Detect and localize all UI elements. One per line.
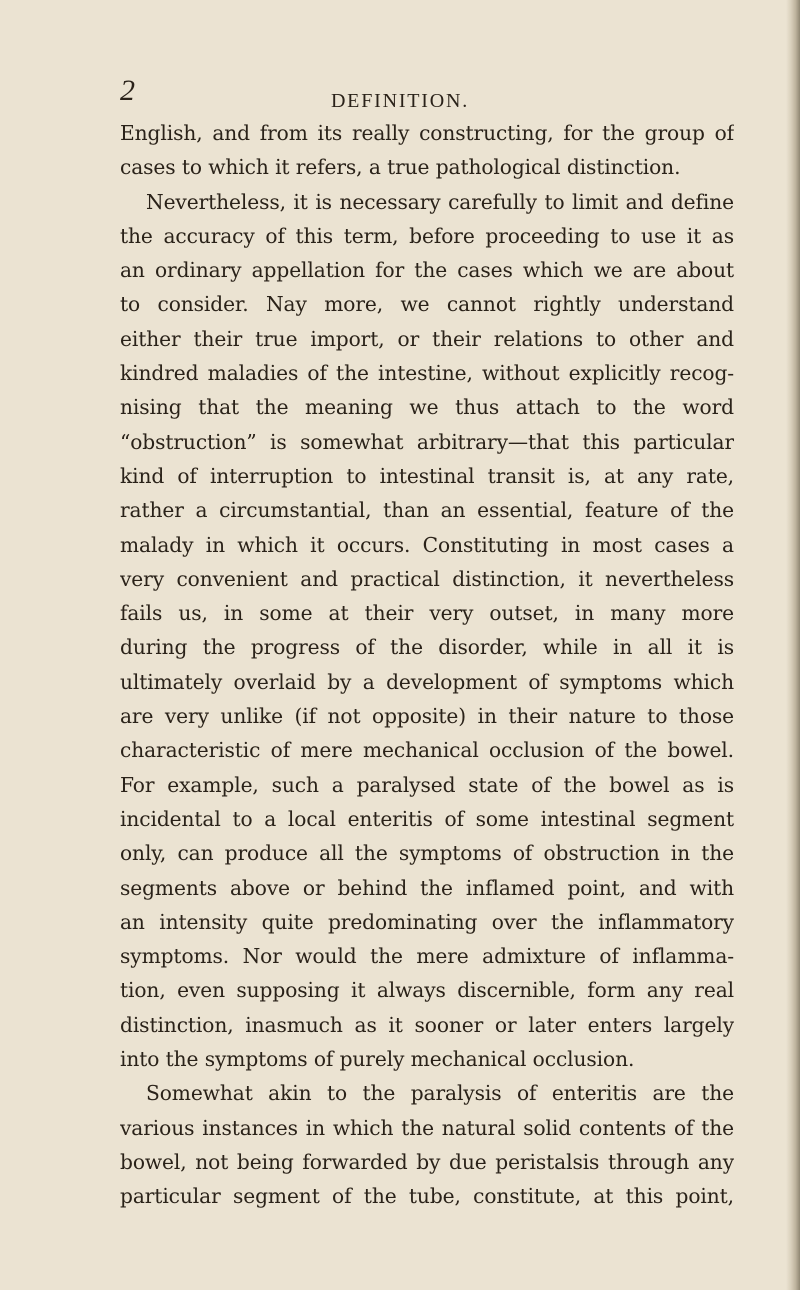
text-line: only, can produce all the symptoms of obstruction in the <box>120 841 734 866</box>
text-line: particular segment of the tube, constitute, at this point, <box>120 1184 734 1209</box>
text-line: kindred maladies of the intestine, without explicitly recog- <box>120 361 734 386</box>
text-line: distinction, inasmuch as it sooner or later enters largely <box>120 1012 734 1037</box>
text-line: characteristic of mere mechanical occlusion of the bowel. <box>120 738 734 763</box>
text-line: segments above or behind the inflamed point, and with <box>120 875 734 900</box>
text-line: ultimately overlaid by a development of symptoms which <box>120 669 734 694</box>
text-line: fails us, in some at their very outset, in many more <box>120 601 734 626</box>
text-line: nising that the meaning we thus attach to the word <box>120 395 734 420</box>
text-line: “obstruction” is somewhat arbitrary—that this particular <box>120 429 734 454</box>
text-line: into the symptoms of purely mechanical occlusion. <box>120 1047 635 1072</box>
text-line: various instances in which the natural solid contents of the <box>120 1115 734 1140</box>
text-line: For example, such a paralysed state of the bowel as is <box>120 772 734 797</box>
text-line: Somewhat akin to the paralysis of enteritis are the <box>146 1081 734 1106</box>
text-line: very convenient and practical distinction, it nevertheless <box>120 566 734 591</box>
text-line: rather a circumstantial, than an essential, feature of the <box>120 498 734 523</box>
text-line: malady in which it occurs. Constituting in most cases a <box>120 532 734 557</box>
text-line: incidental to a local enteritis of some intestinal segment <box>120 806 734 831</box>
running-head: DEFINITION. <box>330 90 470 112</box>
text-line: are very unlike (if not opposite) in their nature to those <box>120 704 734 729</box>
body-text <box>120 116 734 1214</box>
text-line: symptoms. Nor would the mere admixture of inflamma- <box>120 944 734 969</box>
text-line: either their true import, or their relations to other and <box>120 326 734 351</box>
text-line: cases to which it refers, a true pathological distinction. <box>120 155 681 180</box>
text-line: to consider. Nay more, we cannot rightly understand <box>120 292 734 317</box>
text-line: English, and from its really constructing, for the group of <box>120 121 734 145</box>
text-line: an intensity quite predominating over the inflammatory <box>120 909 734 934</box>
text-line: an ordinary appellation for the cases which we are about <box>120 258 734 283</box>
text-line: Nevertheless, it is necessary carefully to limit and define <box>146 189 734 214</box>
text-line: bowel, not being forwarded by due peristalsis through any <box>120 1149 734 1174</box>
page-number: 2 <box>120 74 135 107</box>
text-line: the accuracy of this term, before proceeding to use it as <box>120 223 734 248</box>
page-edge-shadow <box>786 0 800 1290</box>
text-line: kind of interruption to intestinal transit is, at any rate, <box>120 463 734 488</box>
text-line: during the progress of the disorder, while in all it is <box>120 635 734 660</box>
text-line: tion, even supposing it always discernible, form any real <box>120 978 734 1003</box>
